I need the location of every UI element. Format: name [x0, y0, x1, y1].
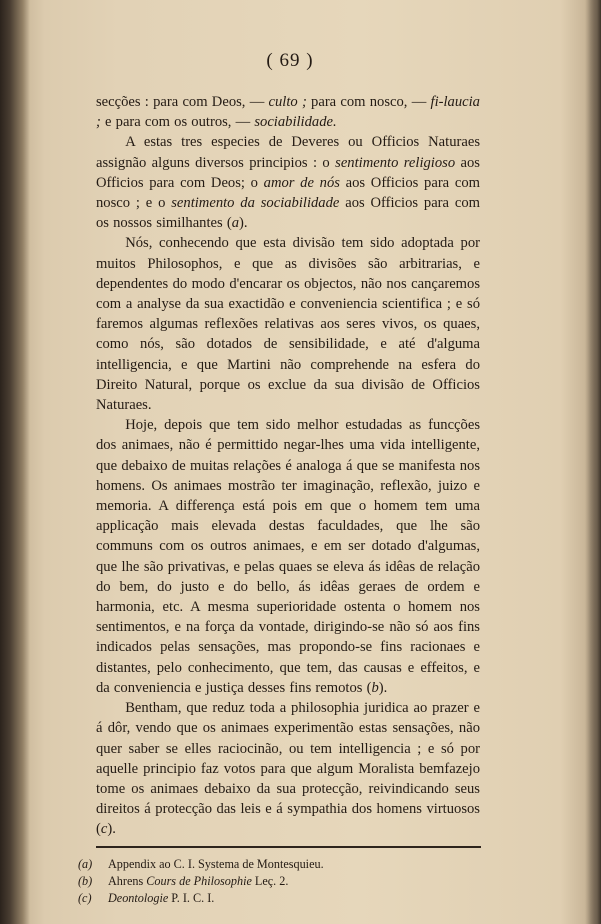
text-run: aos Officios para com nosco ; e o [96, 174, 480, 212]
text-run: para com nosco, — [306, 94, 431, 110]
paragraph [96, 92, 480, 132]
book-gutter-shadow [0, 0, 30, 924]
italic-run: b [371, 679, 379, 696]
footnote-text [108, 890, 214, 907]
page-number: ( 69 ) [266, 50, 314, 71]
text-run: Hoje, depois que tem sido melhor estudadas as funcções dos animaes, não é permittido negar-lhes uma vida intelligente, que debaixo de muitas relações é analoga á que se manifesta nos homens. Os animaes mostrão ter imaginação, reflexão, juizo e memoria. A differença está pois em que o homem tem uma applicação mais elevada destas faculdades, que lhe são communs com os outros animaes, e em ser dotado d'algumas, que lhe são privativas, e pelas quaes se eleva ás idêas de relação do bem, do justo e do bello, ás idêas geraes de ordem e harmonia, etc. A mesma superioridade ostenta o homem nos sentimentos, e na força da vontade, dirigindo-se não só aos fins indicados pelas sensações, mas propondo-se fins racionaes e distantes, pelo conhecimento, que tem, das causas e effeitos, e da conveniencia e justiça desses fins remotos ( [96, 417, 480, 696]
paragraph [96, 698, 480, 839]
italic-run: culto ; [268, 94, 307, 110]
text-run: ). [107, 821, 116, 838]
footnote-text [108, 856, 324, 873]
footnote [78, 890, 480, 907]
footnote-mark: (a) [78, 856, 93, 871]
text-run: A estas tres especies de Deveres ou Officios Naturaes assignão alguns diversos principios : o [96, 134, 480, 171]
paragraph [96, 233, 480, 415]
italic-run: Deontologie [108, 890, 169, 905]
paragraph [96, 415, 480, 698]
italic-run: a [231, 215, 239, 232]
footnotes [78, 856, 480, 907]
book-page [78, 50, 480, 907]
footnote [78, 856, 480, 873]
text-run: Leç. 2. [251, 873, 289, 888]
text-run: e para com os outros, — [100, 114, 255, 131]
text-run: Nós, conhecendo que esta divisão tem sido adoptada por muitos Philosophos, e que as divisões são arbitrarias, e dependentes do modo d'encarar os objectos, não nos cançaremos com a analyse da sua exactidão e conveniencia scientifica ; e só faremos algumas reflexões relativas aos seres vivos, os quaes, como nós, são dotados de sensibilidade, e até d'alguma intelligencia, e que Martini não comprehende na esfera do Direito Natural, porque os exclue da sua divisão de Officios Naturaes. [96, 235, 480, 414]
footnote-mark: (c) [78, 890, 92, 905]
italic-run: sociabilidade. [254, 114, 337, 131]
italic-run: c [100, 821, 108, 838]
text-run: Ahrens [108, 873, 147, 888]
main-text [96, 92, 480, 840]
text-run: aos Officios para com Deos; o [96, 154, 480, 191]
footnote-mark: (b) [78, 873, 93, 888]
italic-run: Cours de Philosophie [146, 873, 252, 888]
text-run: Bentham, que reduz toda a philosophia juridica ao prazer e á dôr, vendo que os animaes experimentão estas sensações, não quer saber se elles raciocinão, ou tem intelligencia ; e só por aquelle principio faz votos para que algum Moralista bemfazejo tome os animaes debaixo da sua protecção, reivindicando seus direitos á protecção das leis e á sympathia dos homens virtuosos ( [96, 700, 480, 838]
italic-run: fi-laucia ; [96, 94, 480, 131]
text-run: ). [238, 215, 248, 232]
text-run: ). [378, 679, 388, 696]
italic-run: amor de nós [263, 174, 340, 191]
text-run: Appendix ao C. I. Systema de Montesquieu. [108, 856, 324, 871]
paragraph [96, 132, 480, 233]
text-run: P. I. C. I. [168, 890, 215, 905]
text-run: secções : para com Deos, — [96, 94, 269, 110]
footnote-text [108, 873, 288, 890]
footnote [78, 873, 480, 890]
italic-run: sentimento religioso [335, 154, 456, 171]
page-edge-shadow [585, 0, 601, 924]
footnote-rule [96, 846, 481, 848]
italic-run: sentimento da sociabilidade [171, 195, 340, 212]
text-run: aos Officios para com os nossos similhantes ( [96, 195, 480, 232]
